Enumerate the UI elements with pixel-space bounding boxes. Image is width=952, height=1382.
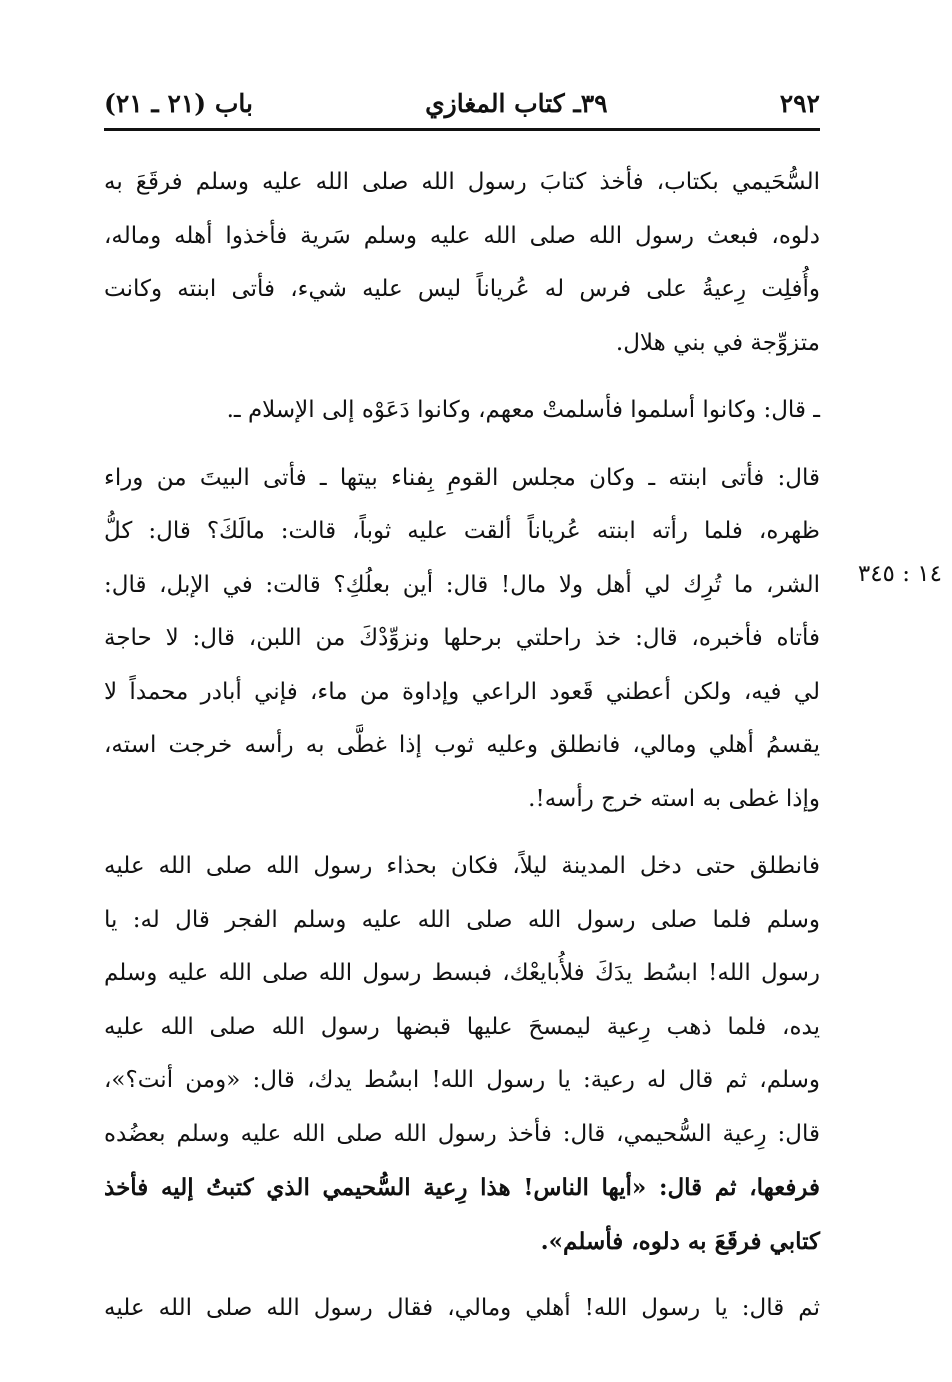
body-text	[104, 156, 820, 1350]
text-line: السُّحَيمي بكتاب، فأخذ كتابَ رسول الله صلى الله عليه وسلم فرقَعَ به	[104, 169, 820, 195]
text-line: فرفعها، ثم قال: «أيها الناس! هذا رِعية السُّحيمي الذي كتبتُ إليه فأخذ	[104, 1174, 820, 1201]
text-line: ظهره، فلما رأته ابنته عُرياناً ألقت عليه ثوباً، قالت: مالَكَ؟ قال: كلُّ	[104, 518, 820, 544]
text-line: الشر، ما تُرِك لي أهل ولا مال! قال: أين بعلُكِ؟ قالت: في الإبل، قال:	[104, 571, 820, 598]
text-line: دلوه، فبعث رسول الله صلى الله عليه وسلم سَرية فأخذوا أهله وماله،	[104, 222, 820, 249]
paragraph-2	[104, 384, 820, 438]
text-line: يقسمُ أهلي ومالي، فانطلق وعليه ثوب إذا غطَّى به رأسه خرجت استه،	[104, 732, 821, 758]
chapter-label: باب (٢١ ـ ٢١)	[104, 88, 253, 118]
page-number: ٢٩٢	[779, 88, 820, 118]
text-line: كتابي فرقَعَ به دلوه، فأسلم».	[540, 1227, 820, 1255]
text-line: قال: فأتى ابنته ـ وكان مجلس القومِ بِفناء بيتها ـ فأتى البيتَ من وراء	[104, 464, 820, 491]
text-line: وسلم، ثم قال له رعية: يا رسول الله! ابسُط يدك، قال: «ومن أنت؟»،	[104, 1067, 820, 1093]
text-line: وأُفلِت رِعيةُ على فرس له عُرياناً ليس عليه شيء، فأتى ابنته وكانت	[104, 276, 820, 302]
text-line: ـ قال: وكانوا أسلموا فأسلمتْ معهم، وكانوا دَعَوْه إلى الإسلام ـ.	[226, 397, 820, 423]
text-line: متزوِّجة في بني هلال.	[615, 329, 820, 356]
text-line: قال: رِعية السُّحيمي، قال: فأخذ رسول الله صلى الله عليه وسلم بعضُده	[104, 1120, 820, 1147]
paragraph-1	[104, 156, 820, 370]
paragraph-3	[104, 452, 820, 827]
paragraph-4	[104, 840, 820, 1268]
text-line: وسلم فلما صلى رسول الله صلى الله عليه وسلم الفجر قال له: يا	[104, 906, 820, 933]
text-line: يده، فلما ذهب رِعية ليمسحَ عليها قبضها رسول الله صلى الله عليه	[104, 1013, 820, 1040]
book-title: ٣٩ـ كتاب المغازي	[425, 88, 608, 118]
text-line: فأتاه فأخبره، قال: خذ راحلتي برحلها ونزوِّدْكَ من اللبن، قال: لا حاجة	[104, 625, 820, 651]
text-line: فانطلق حتى دخل المدينة ليلاً، فكان بحذاء رسول الله صلى الله عليه	[104, 853, 820, 879]
paragraph-5	[104, 1282, 820, 1336]
text-line: لي فيه، ولكن أعطني قَعود الراعي وإداوة من ماء، فإني أبادر محمداً لا	[104, 678, 820, 705]
text-line: رسول الله! ابسُط يدَكَ فلأُبايعْك، فبسط رسول الله صلى الله عليه وسلم	[104, 960, 820, 986]
header-divider	[104, 128, 820, 131]
text-line: وإذا غطى به استه خرج رأسه!.	[528, 785, 820, 812]
margin-reference: ١٤ : ٣٤٥	[857, 561, 942, 587]
page-header	[104, 82, 820, 124]
text-line: ثم قال: يا رسول الله! أهلي ومالي، فقال رسول الله صلى الله عليه	[104, 1295, 820, 1321]
